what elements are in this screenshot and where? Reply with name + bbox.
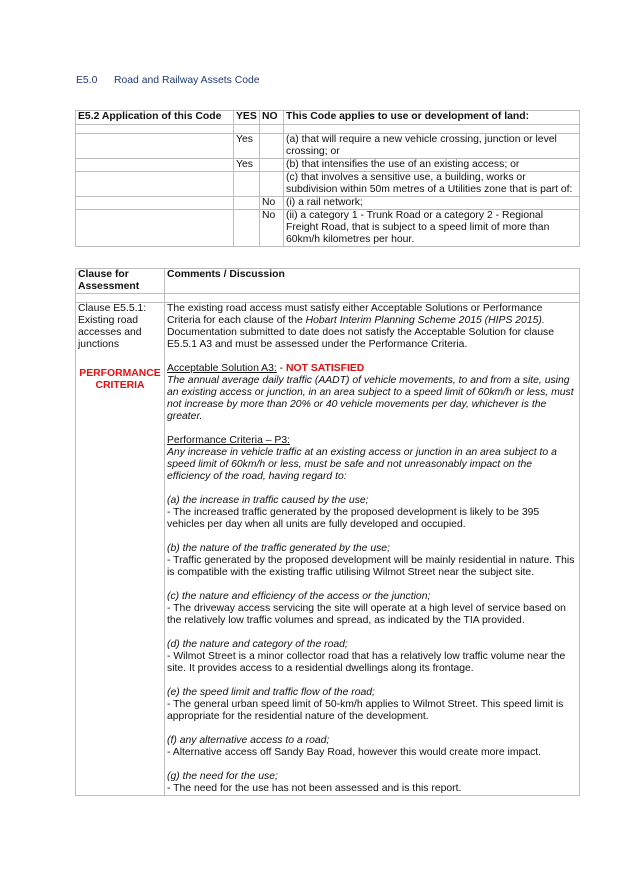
item-answer: - The need for the use has not been assessed and is this report. (167, 783, 462, 794)
item-question: (c) the nature and efficiency of the access or the junction; (167, 591, 431, 602)
yes-cell: Yes (234, 134, 260, 159)
section-number: E5.0 (76, 75, 98, 86)
table-row (76, 210, 580, 247)
header-no: NO (260, 111, 284, 125)
status-badge: NOT SATISFIED (286, 363, 365, 374)
comments-cell (165, 303, 580, 796)
table-row (76, 172, 580, 197)
item-question: (g) the need for the use; (167, 771, 278, 782)
table-header-row (76, 269, 580, 294)
item-answer: - Wilmot Street is a minor collector road that has a relatively low traffic volume near the site. It provides access to a residential dwellings along its frontage. (167, 651, 566, 674)
criterion-cell: (ii) a category 1 - Trunk Road or a category 2 - Regional Freight Road, that is subject to a speed limit of more than 60km/h kilometres per hour. (284, 210, 580, 247)
table-row (76, 159, 580, 172)
header-yes: YES (234, 111, 260, 125)
table-spacer-row (76, 125, 580, 134)
item-answer: - The general urban speed limit of 50-km/h applies to Wilmot Street. This speed limit is appropriate for the residential nature of the development. (167, 699, 564, 722)
yes-cell (234, 197, 260, 210)
no-cell (260, 172, 284, 197)
item-answer: - The driveway access servicing the site will operate at a high level of service based on the relatively low traffic volumes and spread, as indicated by the TIA provided. (167, 603, 566, 626)
section-title: Road and Railway Assets Code (114, 75, 260, 86)
performance-criteria-label: PERFORMANCE CRITERIA (79, 368, 161, 391)
header-clause: Clause for Assessment (76, 269, 165, 294)
item-answer: - The increased traffic generated by the proposed development is likely to be 395 vehicles per day when all units are fully developed and occupied. (167, 507, 540, 530)
item-answer: - Traffic generated by the proposed development will be mainly residential in nature. This is compatible with the existing traffic utilising Wilmot Street near the subject site. (167, 555, 575, 578)
acceptable-solution-heading: Acceptable Solution A3: - NOT SATISFIED (167, 363, 365, 374)
section-heading (76, 75, 260, 86)
performance-criteria-heading: Performance Criteria – P3: (167, 435, 291, 446)
criterion-cell: (c) that involves a sensitive use, a building, works or subdivision within 50m metres of a Utilities zone that is part of: (284, 172, 580, 197)
intro-paragraph: The existing road access must satisfy either Acceptable Solutions or Performance Criteria for each clause of the Hobart Interim Planning Scheme 2015 (HIPS 2015). Documentation submitted to date does not satisfy the Acceptable Solution for clause E5.5.1 A3 and must be assessed under the Performance Criteria. (167, 303, 554, 350)
yes-cell (234, 210, 260, 247)
item-question: (a) the increase in traffic caused by the use; (167, 495, 369, 506)
clause-cell (76, 303, 165, 796)
assessment-row (76, 303, 580, 796)
performance-criteria-text: Any increase in vehicle traffic at an existing access or junction in an area subject to a speed limit of 60km/h or less, must be safe and not unreasonably impact on the efficiency of the road, having regard to: (167, 447, 557, 482)
item-question: (d) the nature and category of the road; (167, 639, 348, 650)
header-comments: Comments / Discussion (165, 269, 580, 294)
clause-label: Clause E5.5.1: Existing road accesses and junctions (78, 303, 147, 350)
table-spacer-row (76, 294, 580, 303)
item-question: (e) the speed limit and traffic flow of the road; (167, 687, 375, 698)
yes-cell (234, 172, 260, 197)
no-cell (260, 134, 284, 159)
assessment-table (75, 268, 580, 796)
no-cell (260, 159, 284, 172)
no-cell: No (260, 197, 284, 210)
item-question: (f) any alternative access to a road; (167, 735, 330, 746)
no-cell: No (260, 210, 284, 247)
criterion-cell: (b) that intensifies the use of an existing access; or (284, 159, 580, 172)
application-table (75, 110, 580, 247)
acceptable-solution-text: The annual average daily traffic (AADT) of vehicle movements, to and from a site, using an existing access or junction, in an area subject to a speed limit of 60km/h or less, must not increase by more than 20% or 40 vehicle movements per day, whichever is the greater. (167, 375, 574, 422)
table-row (76, 134, 580, 159)
table-row (76, 197, 580, 210)
table-header-row (76, 111, 580, 125)
header-application: E5.2 Application of this Code (76, 111, 234, 125)
header-applies: This Code applies to use or development of land: (284, 111, 580, 125)
item-answer: - Alternative access off Sandy Bay Road, however this would create more impact. (167, 747, 542, 758)
criterion-cell: (i) a rail network; (284, 197, 580, 210)
criterion-cell: (a) that will require a new vehicle crossing, junction or level crossing; or (284, 134, 580, 159)
item-question: (b) the nature of the traffic generated by the use; (167, 543, 390, 554)
yes-cell: Yes (234, 159, 260, 172)
